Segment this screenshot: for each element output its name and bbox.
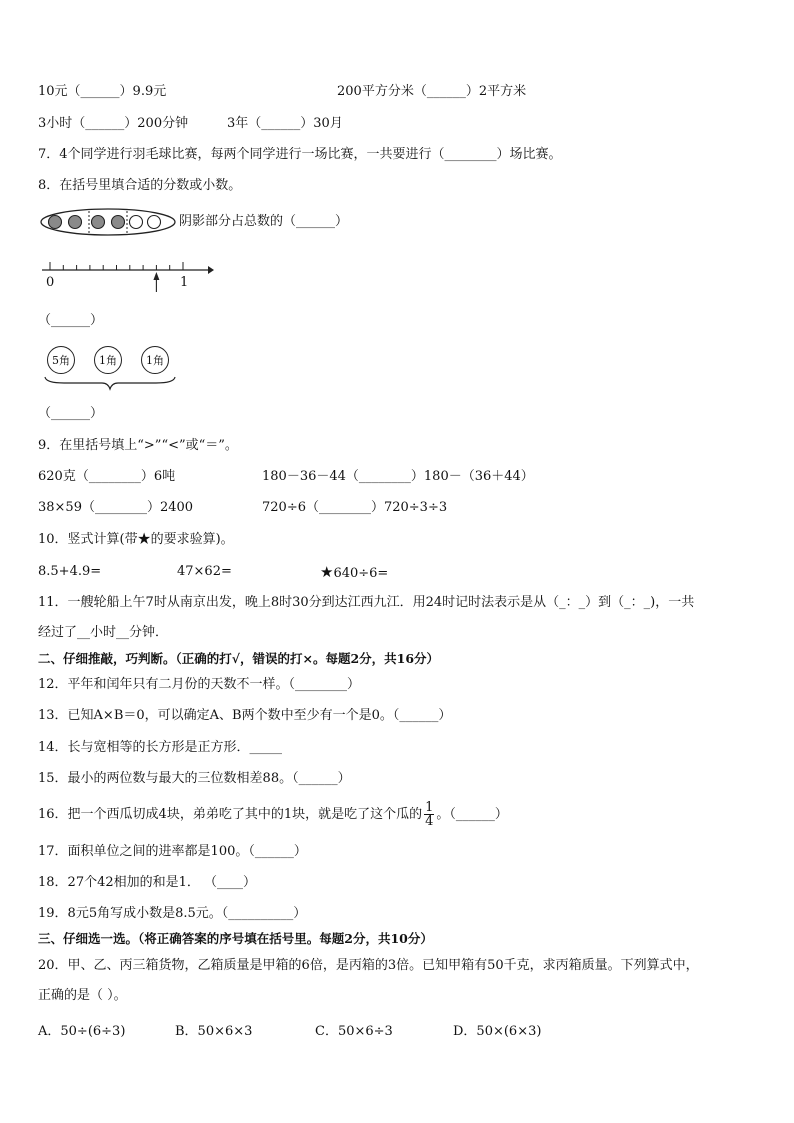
arrow-head	[153, 272, 159, 280]
question-11-line1: 11．一艘轮船上午7时从南京出发，晚上8时30分到达江西九江．用24时记时法表示是从（_：_）到（_：_)，一共	[38, 595, 695, 610]
shaded-circle	[92, 216, 105, 229]
q8-blank-2: （______）	[38, 406, 104, 421]
q9-r2-right: 720÷6（________）720÷3÷3	[262, 500, 448, 515]
question-14: 14．长与宽相等的长方形是正方形．_____	[38, 740, 283, 755]
q10-c: ★640÷6=	[320, 563, 389, 581]
fraction-one-quarter: $\frac{1}{4}$	[425, 800, 434, 829]
q6-row1-right: 200平方分米（______）2平方米	[337, 84, 527, 99]
q9-r1-left: 620克（________）6吨	[38, 469, 176, 484]
question-8-title: 8．在括号里填合适的分数或小数。	[38, 178, 242, 193]
q6-row1-left: 10元（______）9.9元	[38, 84, 167, 99]
question-18: 18．27个42相加的和是1． （____）	[38, 875, 257, 890]
empty-circle	[130, 216, 143, 229]
shaded-circle	[49, 216, 62, 229]
question-19: 19．8元5角写成小数是8.5元。（__________）	[38, 906, 307, 921]
q10-b: 47×62=	[177, 564, 232, 579]
question-12: 12．平年和闰年只有二月份的天数不一样。（________）	[38, 677, 361, 692]
question-13: 13．已知A×B＝0，可以确定A、B两个数中至少有一个是0。（______）	[38, 708, 452, 723]
section-3-heading: 三、仔细选一选。（将正确答案的序号填在括号里。每题2分，共10分）	[38, 931, 433, 946]
question-20-line1: 20．甲、乙、丙三箱货物，乙箱质量是甲箱的6倍，是丙箱的3倍。已知甲箱有50千克，求丙箱质量。下列算式中，	[38, 958, 699, 973]
coin-1jiao: 1角	[141, 346, 169, 374]
numberline-start-label: 0	[46, 275, 55, 290]
q6-row2-left: 3小时（______）200分钟	[38, 116, 189, 131]
q9-r2-left: 38×59（________）2400	[38, 500, 194, 515]
question-15: 15．最小的两位数与最大的三位数相差88。（______）	[38, 771, 351, 786]
coin-1jiao: 1角	[94, 346, 122, 374]
question-10-title: 10．竖式计算(带★的要求验算)。	[38, 532, 234, 547]
option-c: C．50×6÷3	[315, 1024, 393, 1039]
shaded-circle	[69, 216, 82, 229]
option-b: B．50×6×3	[175, 1024, 253, 1039]
shaded-circles-figure	[40, 208, 176, 238]
coin-5jiao: 5角	[47, 346, 75, 374]
coin-brace	[44, 376, 176, 392]
q10-a: 8.5+4.9=	[38, 564, 102, 579]
shade-caption: 阴影部分占总数的（______）	[179, 214, 349, 229]
numberline-end-label: 1	[180, 275, 189, 290]
q9-r1-right: 180－36－44（________）180－（36＋44）	[262, 469, 534, 484]
q6-row2-right: 3年（______）30月	[227, 116, 343, 131]
empty-circle	[148, 216, 161, 229]
question-20-line2: 正确的是（ ）。	[38, 988, 127, 1003]
question-7: 7．4个同学进行羽毛球比赛，每两个同学进行一场比赛，一共要进行（________）场比赛。	[38, 147, 562, 162]
option-d: D．50×(6×3)	[453, 1024, 542, 1039]
question-17: 17．面积单位之间的进率都是100。（______）	[38, 844, 307, 859]
number-line	[40, 258, 220, 298]
option-a: A．50÷(6÷3)	[38, 1024, 126, 1039]
shaded-circle	[112, 216, 125, 229]
question-16: 16．把一个西瓜切成4块，弟弟吃了其中的1块，就是吃了这个瓜的 $\frac{1}{4}$ 。（______）	[38, 800, 508, 829]
star-icon: ★	[320, 563, 334, 581]
question-11-line2: 经过了__小时__分钟．	[38, 625, 169, 640]
section-2-heading: 二、仔细推敲，巧判断。（正确的打√，错误的打×。每题2分，共16分）	[38, 651, 440, 666]
question-9-title: 9．在里括号填上“>”“<”或“＝”。	[38, 438, 238, 453]
q8-blank-1: （______）	[38, 313, 104, 328]
